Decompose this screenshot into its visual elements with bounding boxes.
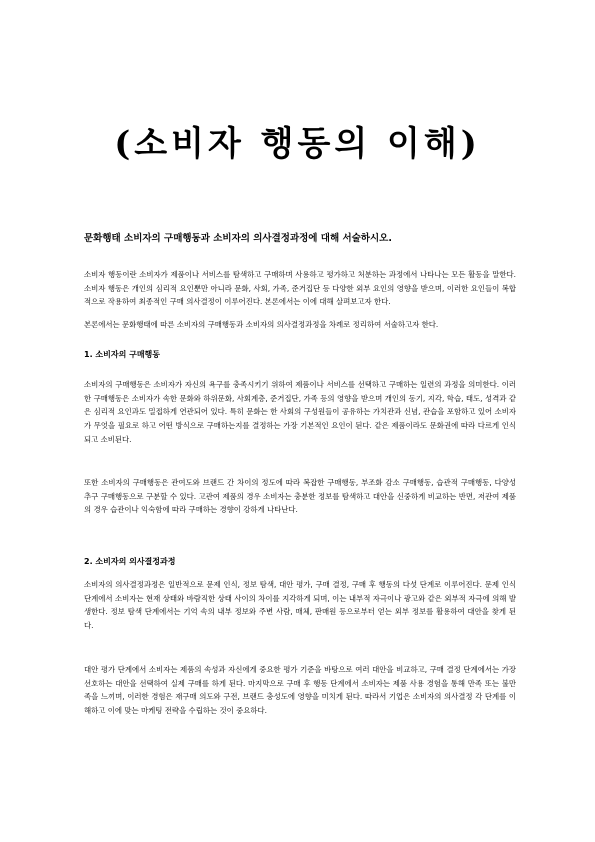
section-paragraph: 또한 소비자의 구매행동은 관여도와 브랜드 간 차이의 정도에 따라 복잡한 구매행동, 부조화 감소 구매행동, 습관적 구매행동, 다양성 추구 구매행동으로 구분할 수 있다. 고관여 제품의 경우 소비자는 충분한 정보를 탐색하고 대안을 신중하게 비교하는 반면, 저관여 제품의 경우 습관이나 익숙함에 따라 구매하는 경향이 강하게 나타난다.: [84, 478, 516, 515]
section-heading-decision-process: 2. 소비자의 의사결정과정: [84, 557, 176, 566]
intro-paragraph: 소비자 행동이란 소비자가 제품이나 서비스를 탐색하고 구매하며 사용하고 평가하고 처분하는 과정에서 나타나는 모든 활동을 말한다. 소비자 행동은 개인의 심리적 요인뿐만 아니라 문화, 사회, 가족, 준거집단 등 다양한 외부 요인의 영향을 받으며, 이러한 요인들이 복합적으로 작용하여 최종적인 구매 의사결정이 이루어진다. 본론에서는 이에 대해 살펴보고자 한다.: [84, 270, 516, 307]
section-heading-purchase-behavior: 1. 소비자의 구매행동: [84, 350, 160, 359]
section-paragraph: 소비자의 구매행동은 소비자가 자신의 욕구를 충족시키기 위하여 제품이나 서비스를 선택하고 구매하는 일련의 과정을 의미한다. 이러한 구매행동은 소비자가 속한 문화와 하위문화, 사회계층, 준거집단, 가족 등의 영향을 받으며 개인의 동기, 지각, 학습, 태도, 성격과 같은 심리적 요인과도 밀접하게 연관되어 있다. 특히 문화는 한 사회의 구성원들이 공유하는 가치관과 신념, 관습을 포함하고 있어 소비자가 무엇을 필요로 하고 어떤 방식으로 구매하는지를 결정하는 가장 기본적인 요인이 된다. 같은 제품이라도 문화권에 따라 다르게 인식되고 소비된다.: [84, 380, 516, 444]
section-paragraph: 대안 평가 단계에서 소비자는 제품의 속성과 자신에게 중요한 평가 기준을 바탕으로 여러 대안을 비교하고, 구매 결정 단계에서는 가장 선호하는 대안을 선택하여 실제 구매를 하게 된다. 마지막으로 구매 후 행동 단계에서 소비자는 제품 사용 경험을 통해 만족 또는 불만족을 느끼며, 이러한 경험은 재구매 의도와 구전, 브랜드 충성도에 영향을 미치게 된다. 따라서 기업은 소비자의 의사결정 각 단계를 이해하고 이에 맞는 마케팅 전략을 수립하는 것이 중요하다.: [84, 665, 516, 716]
assignment-question: 문화행태 소비자의 구매행동과 소비자의 의사결정과정에 대해 서술하시오.: [84, 233, 392, 244]
section-paragraph: 소비자의 의사결정과정은 일반적으로 문제 인식, 정보 탐색, 대안 평가, 구매 결정, 구매 후 행동의 다섯 단계로 이루어진다. 문제 인식 단계에서 소비자는 현재 상태와 바람직한 상태 사이의 차이를 지각하게 되며, 이는 내부적 자극이나 광고와 같은 외부적 자극에 의해 발생한다. 정보 탐색 단계에서는 기억 속의 내부 정보와 주변 사람, 매체, 판매원 등으로부터 얻는 외부 정보를 활용하여 대안을 찾게 된다.: [84, 580, 516, 631]
document-title: (소비자 행동의 이해): [114, 124, 481, 164]
intro-paragraph: 본론에서는 문화행태에 따른 소비자의 구매행동과 소비자의 의사결정과정을 차례로 정리하여 서술하고자 한다.: [84, 320, 439, 329]
